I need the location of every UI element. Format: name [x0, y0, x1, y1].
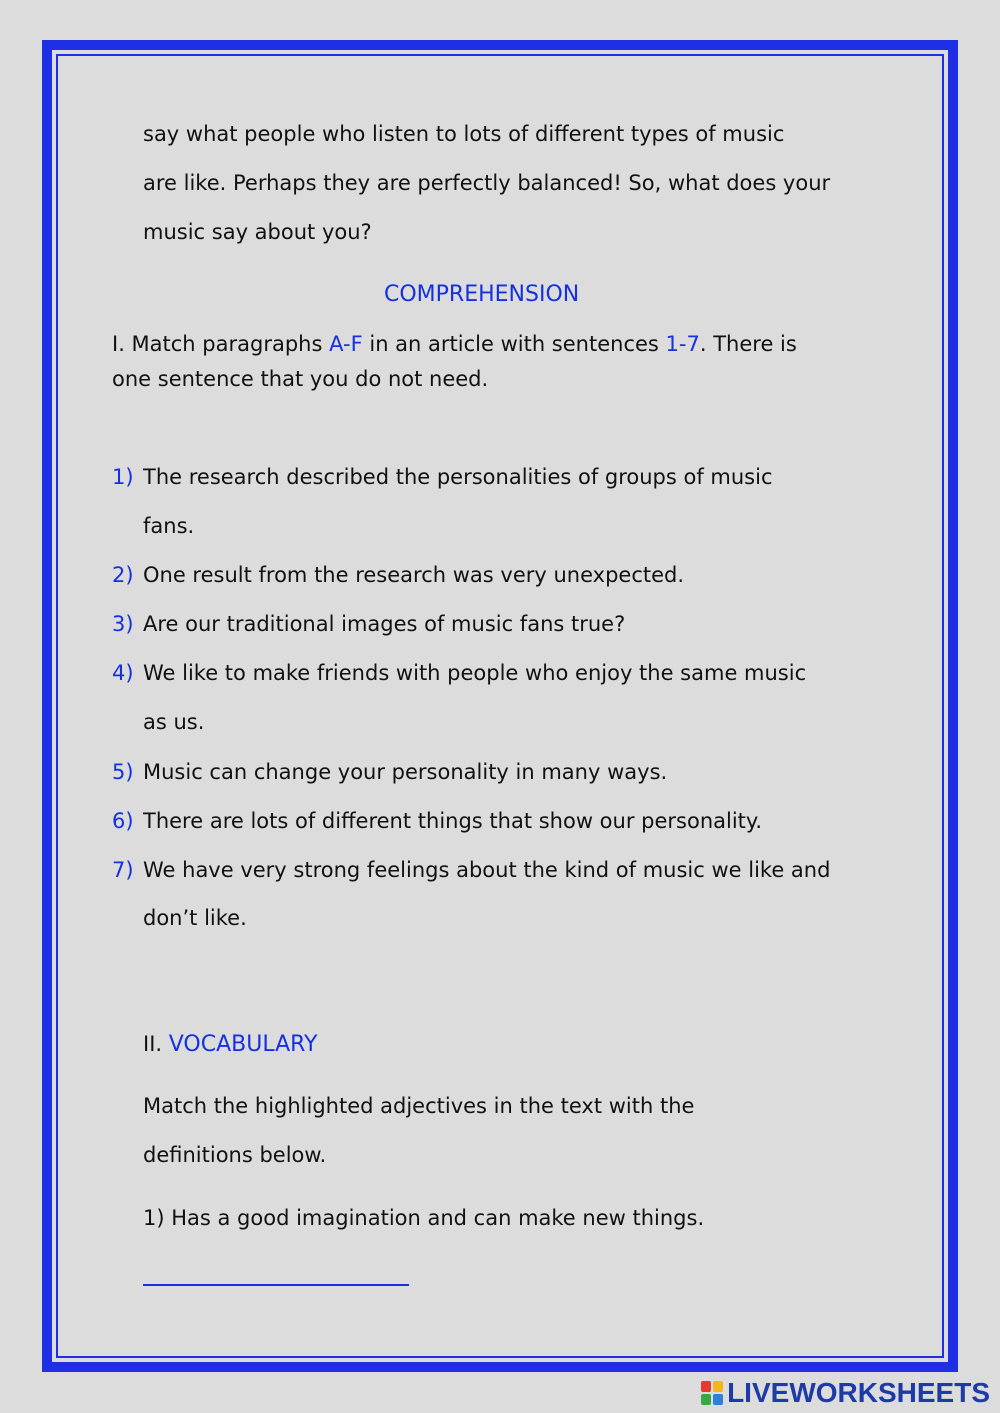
vocabulary-instruction-line-2: definitions below. [143, 1143, 327, 1167]
sentence-text-continued: as us. [143, 710, 205, 734]
sentence-number: 6) [112, 809, 134, 833]
sentence-number: 7) [112, 858, 134, 882]
comprehension-title: COMPREHENSION [384, 282, 580, 307]
sentence-number: 5) [112, 760, 134, 784]
liveworksheets-logo [701, 1377, 990, 1409]
logo-text: LIVEWORKSHEETS [727, 1377, 990, 1408]
sentence-text: Music can change your personality in many ways. [143, 760, 668, 784]
comprehension-instruction [112, 332, 797, 356]
vocabulary-title: VOCABULARY [168, 1032, 318, 1057]
sentence-number: 4) [112, 661, 134, 685]
vocabulary-instruction-line-1: Match the highlighted adjectives in the text with the [143, 1094, 695, 1118]
sentence-text: We have very strong feelings about the kind of music we like and [143, 858, 831, 882]
answer-input-line[interactable] [143, 1284, 409, 1286]
sentence-text-continued: don’t like. [143, 906, 247, 930]
vocabulary-item-1: 1) Has a good imagination and can make new things. [143, 1206, 705, 1230]
instruction-suffix: . There is [699, 332, 797, 356]
instruction-range-sentences: 1-7 [665, 332, 700, 356]
sentence-text: There are lots of different things that show our personality. [143, 809, 763, 833]
intro-line-1: say what people who listen to lots of different types of music [143, 122, 785, 146]
instruction-range-paragraphs: A-F [329, 332, 363, 356]
sentence-text: The research described the personalities of groups of music [143, 465, 773, 489]
instruction-mid: in an article with sentences [369, 332, 659, 356]
sentence-number: 2) [112, 563, 134, 587]
comprehension-instruction-line-2: one sentence that you do not need. [112, 367, 489, 391]
vocabulary-prefix: II. [143, 1032, 163, 1056]
vocabulary-heading [143, 1032, 317, 1057]
sentence-text-continued: fans. [143, 514, 195, 538]
sentence-text: Are our traditional images of music fans true? [143, 612, 626, 636]
intro-line-3: music say about you? [143, 220, 372, 244]
sentence-number: 3) [112, 612, 134, 636]
logo-mark-icon [701, 1381, 723, 1405]
sentence-number: 1) [112, 465, 134, 489]
sentence-text: We like to make friends with people who enjoy the same music [143, 661, 807, 685]
intro-line-2: are like. Perhaps they are perfectly balanced! So, what does your [143, 171, 831, 195]
sentence-text: One result from the research was very unexpected. [143, 563, 685, 587]
instruction-prefix: I. Match paragraphs [112, 332, 323, 356]
